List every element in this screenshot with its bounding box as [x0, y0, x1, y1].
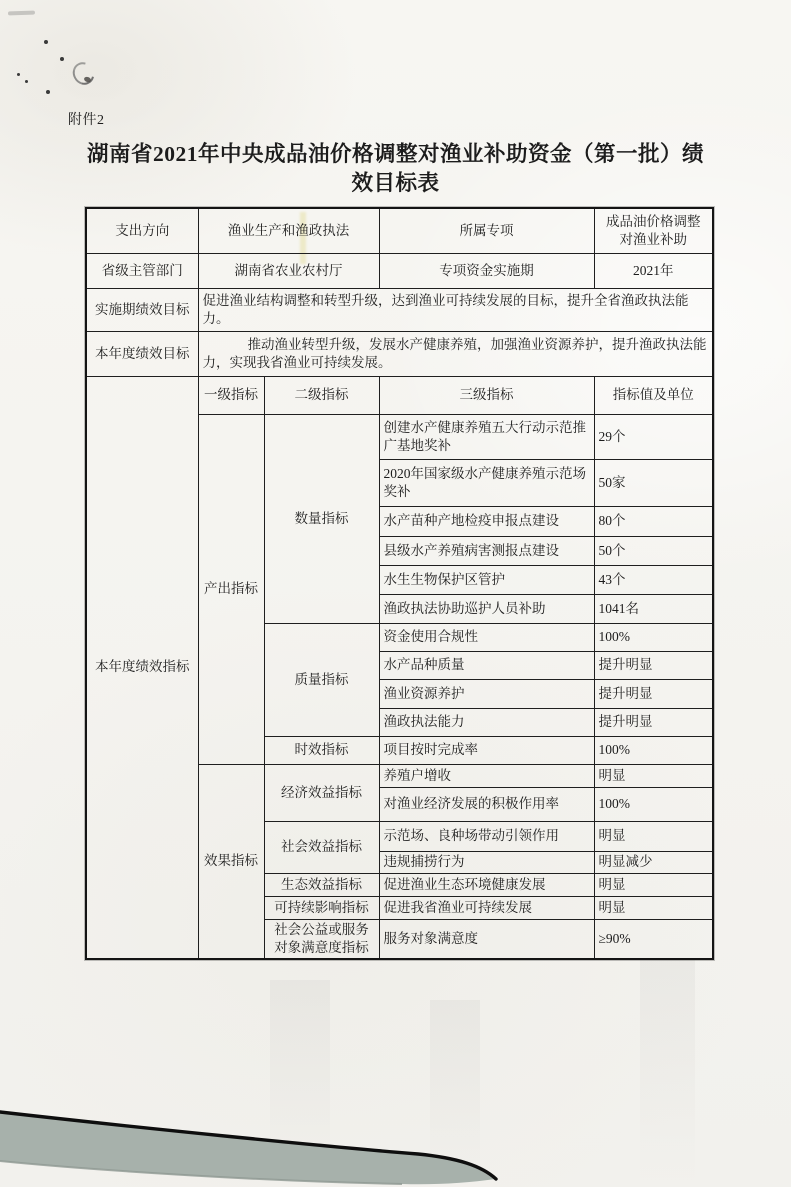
indicator-cell: 养殖户增收: [379, 764, 594, 787]
scan-speck: [25, 80, 28, 83]
indicator-cell: 水产苗种产地检疫申报点建设: [379, 506, 594, 536]
value-cell: 50个: [594, 536, 713, 565]
value-cell: 50家: [594, 459, 713, 506]
value-cell: 明显减少: [594, 851, 713, 873]
indicator-cell: 渔政执法能力: [379, 708, 594, 736]
l2-quantity-cell: 数量指标: [264, 414, 379, 623]
scan-smudge-dash: [8, 11, 35, 16]
parent-program-value: [594, 208, 713, 253]
value-cell: 100%: [594, 623, 713, 651]
value-cell: 明显: [594, 764, 713, 787]
implementation-period-label: 专项资金实施期: [379, 253, 594, 288]
l2-sustainable-cell: 可持续影响指标: [264, 896, 379, 919]
value-cell: 提升明显: [594, 651, 713, 679]
l2-economic-cell: 经济效益指标: [264, 764, 379, 821]
indicator-cell: 水生生物保护区管护: [379, 565, 594, 594]
doc-title-line-1: 湖南省2021年中央成品油价格调整对渔业补助资金（第一批）绩: [86, 142, 704, 166]
indicator-header-row: [86, 376, 713, 414]
indicator-cell: 项目按时完成率: [379, 736, 594, 764]
header-value: 指标值及单位: [594, 376, 713, 414]
value-cell: 80个: [594, 506, 713, 536]
indicator-cell: 水产品种质量: [379, 651, 594, 679]
performance-target-table: [85, 207, 714, 960]
parent-program-value-line1: 成品油价格调整: [606, 213, 701, 229]
indicator-cell: 服务对象满意度: [379, 919, 594, 959]
scan-speck: [17, 73, 20, 76]
header-level1: 一级指标: [198, 376, 264, 414]
value-cell: 100%: [594, 787, 713, 821]
value-cell: 明显: [594, 896, 713, 919]
indicator-cell: 渔业资源养护: [379, 679, 594, 708]
l1-effect-cell: 效果指标: [198, 764, 264, 959]
value-cell: 29个: [594, 414, 713, 459]
attachment-label: 附件2: [68, 113, 105, 128]
scan-smudge-curl: [69, 58, 99, 88]
l2-satisfaction-cell: 社会公益或服务对象满意度指标: [264, 919, 379, 959]
department-label: 省级主管部门: [86, 253, 198, 288]
header-level2: 二级指标: [264, 376, 379, 414]
scan-speck: [60, 57, 64, 61]
header-level3: 三级指标: [379, 376, 594, 414]
value-cell: 1041名: [594, 594, 713, 623]
l2-timeliness-cell: 时效指标: [264, 736, 379, 764]
impl-goal-label: 实施期绩效目标: [86, 288, 198, 331]
parent-program-label: 所属专项: [379, 208, 594, 253]
value-cell: 提升明显: [594, 708, 713, 736]
l1-output-cell: 产出指标: [198, 414, 264, 764]
spend-direction-label: 支出方向: [86, 208, 198, 253]
indicator-cell: 促进我省渔业可持续发展: [379, 896, 594, 919]
indicator-cell: 县级水产养殖病害测报点建设: [379, 536, 594, 565]
scanner-bed-band: [0, 1095, 520, 1187]
scan-speck: [46, 90, 50, 94]
l2-ecological-cell: 生态效益指标: [264, 873, 379, 896]
value-cell: 明显: [594, 821, 713, 851]
indicator-cell: 示范场、良种场带动引领作用: [379, 821, 594, 851]
value-cell: 提升明显: [594, 679, 713, 708]
annual-goal-text: 推动渔业转型升级，发展水产健康养殖，加强渔业资源养护，提升渔政执法能力，实现我省渔业可持续发展。: [198, 331, 713, 376]
department-value: 湖南省农业农村厅: [198, 253, 379, 288]
value-cell: 43个: [594, 565, 713, 594]
implementation-period-value: 2021年: [594, 253, 713, 288]
scan-speck: [44, 40, 48, 44]
l2-quality-cell: 质量指标: [264, 623, 379, 736]
doc-title-line-2: 效目标表: [351, 171, 440, 195]
impl-goal-text: 促进渔业结构调整和转型升级，达到渔业可持续发展的目标，提升全省渔政执法能力。: [198, 288, 713, 331]
info-row-spend-direction: [86, 208, 713, 253]
info-row-impl-goal: [86, 288, 713, 331]
indicator-section-label: 本年度绩效指标: [86, 376, 198, 959]
indicator-cell: 2020年国家级水产健康养殖示范场奖补: [379, 459, 594, 506]
indicator-cell: 违规捕捞行为: [379, 851, 594, 873]
indicator-cell: 资金使用合规性: [379, 623, 594, 651]
value-cell: 100%: [594, 736, 713, 764]
info-row-department: [86, 253, 713, 288]
indicator-cell: 促进渔业生态环境健康发展: [379, 873, 594, 896]
parent-program-value-line2: 对渔业补助: [619, 231, 687, 247]
annual-goal-label: 本年度绩效目标: [86, 331, 198, 376]
indicator-cell: 渔政执法协助巡护人员补助: [379, 594, 594, 623]
scan-shadow: [640, 960, 695, 1187]
value-cell: 明显: [594, 873, 713, 896]
info-row-annual-goal: [86, 331, 713, 376]
indicator-cell: 对渔业经济发展的积极作用率: [379, 787, 594, 821]
l2-social-cell: 社会效益指标: [264, 821, 379, 873]
indicator-cell: 创建水产健康养殖五大行动示范推广基地奖补: [379, 414, 594, 459]
doc-title: [0, 140, 791, 198]
value-cell: ≥90%: [594, 919, 713, 959]
spend-direction-value: 渔业生产和渔政执法: [198, 208, 379, 253]
